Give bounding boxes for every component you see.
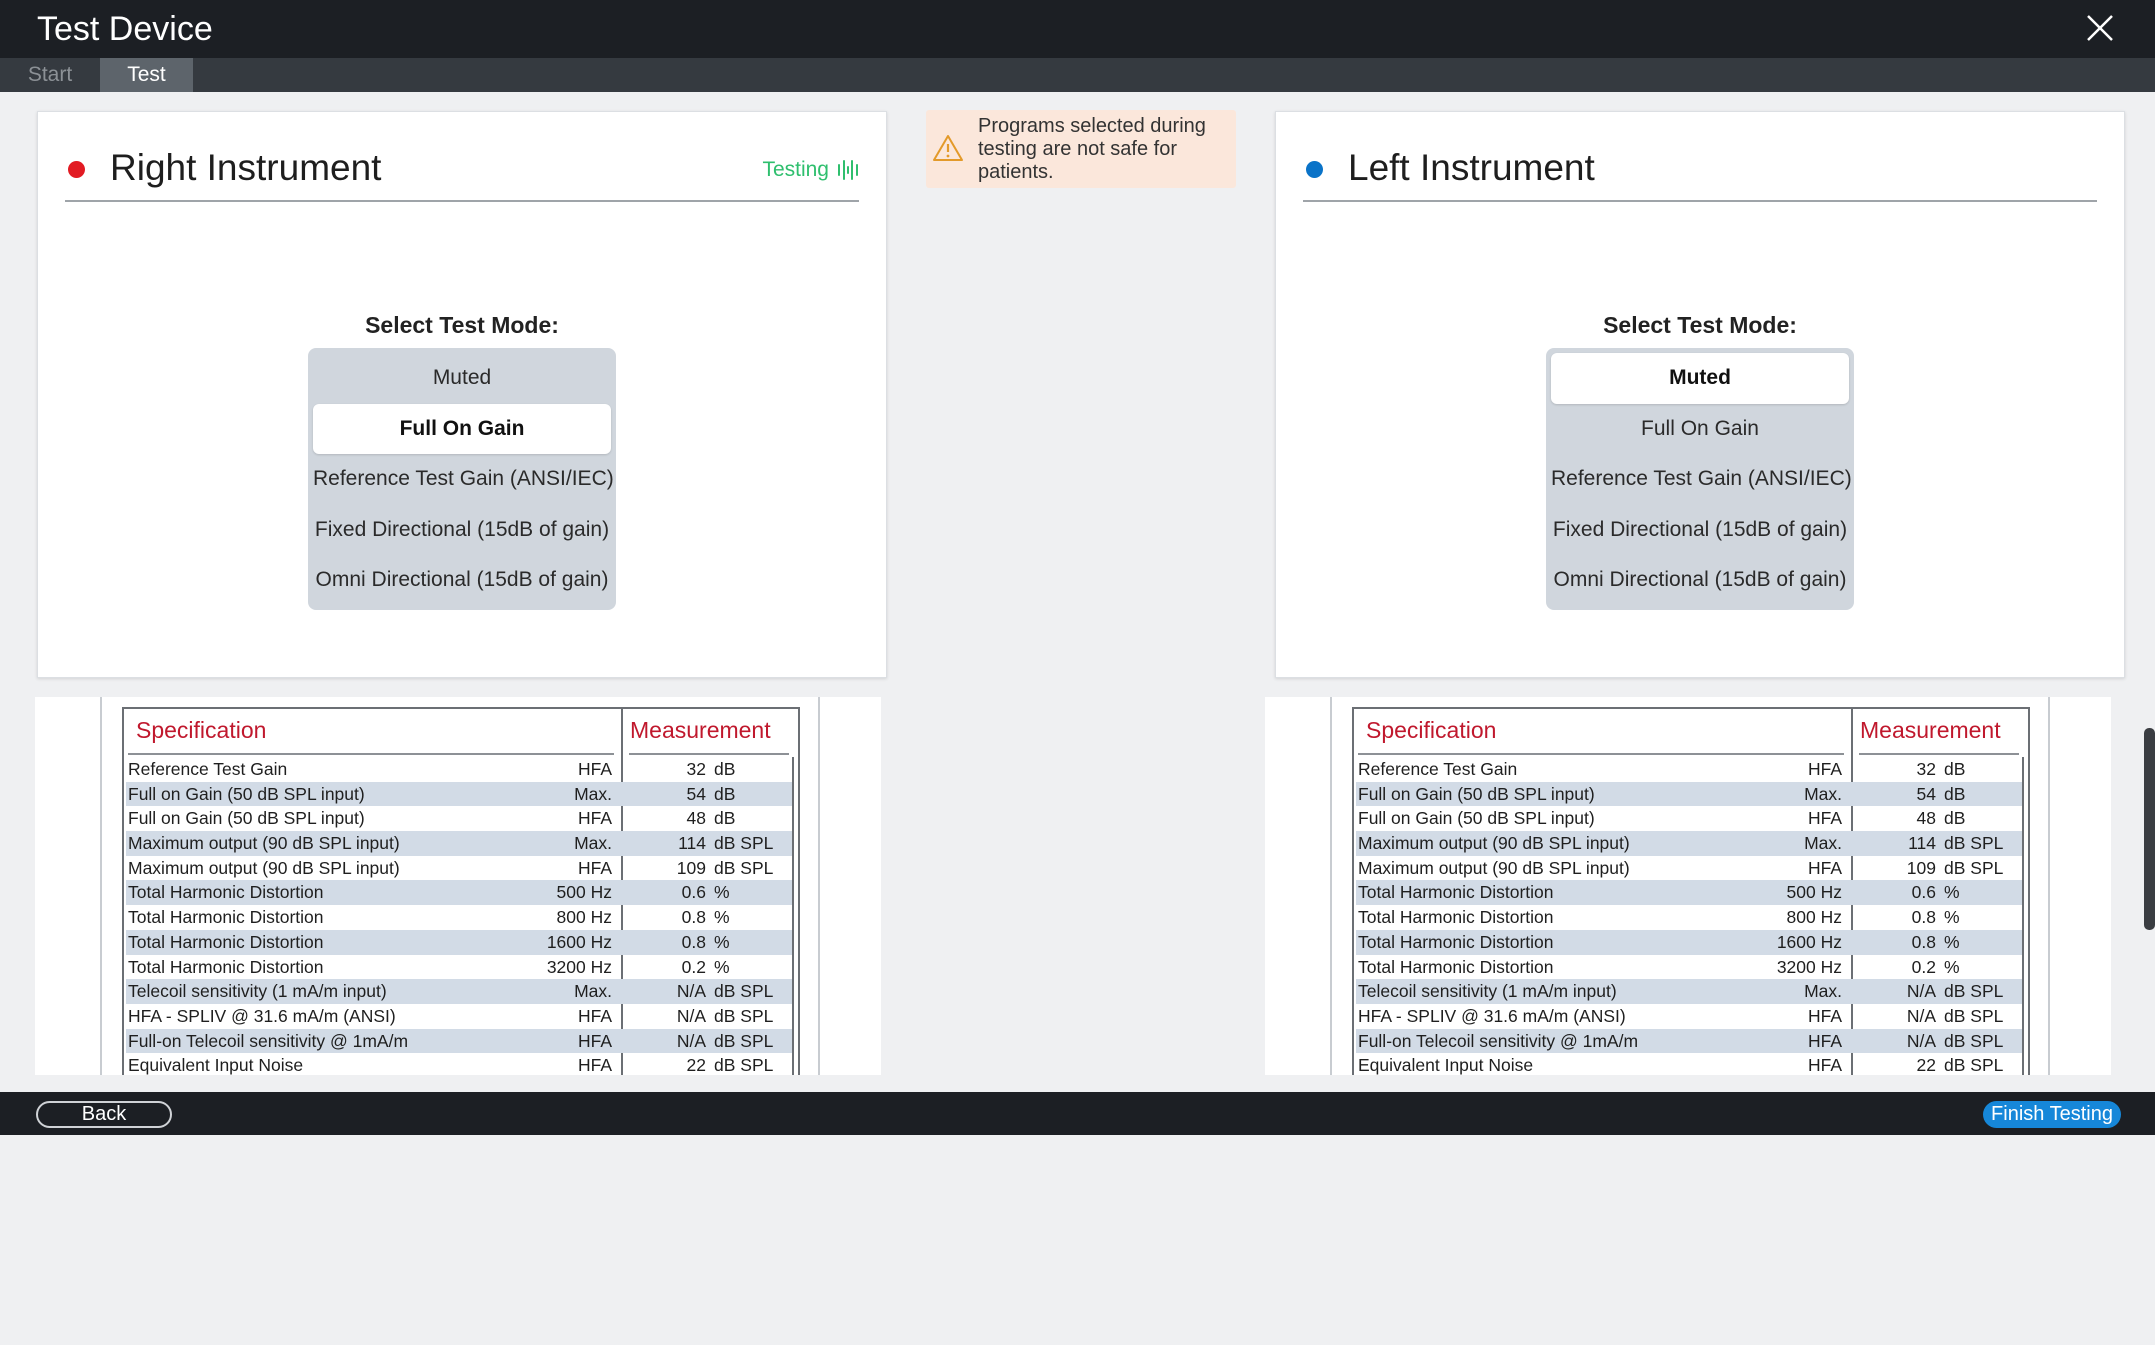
spec-value: 22: [686, 1055, 706, 1075]
table-row: [126, 880, 792, 905]
spec-value: 0.2: [1911, 956, 1936, 977]
spec-unit: dB: [714, 783, 736, 804]
spec-value: 22: [1916, 1055, 1936, 1075]
spec-condition: 500 Hz: [1786, 882, 1842, 903]
spec-condition: 800 Hz: [1786, 907, 1842, 928]
table-row: [126, 806, 792, 831]
spec-name: Maximum output (90 dB SPL input): [128, 833, 400, 854]
warning-triangle-icon: [932, 134, 964, 162]
spec-unit: dB SPL: [1944, 1055, 2004, 1075]
table-row: [126, 782, 792, 807]
spec-name: Total Harmonic Distortion: [128, 882, 324, 903]
spec-condition: Max.: [574, 833, 612, 854]
spec-value: 54: [686, 783, 706, 804]
spec-unit: dB: [1944, 759, 1966, 779]
spec-condition: Max.: [1804, 833, 1842, 854]
spec-value: 0.8: [681, 931, 706, 952]
table-row: [1356, 856, 2022, 881]
spec-value: 48: [1916, 808, 1936, 829]
spec-unit: %: [1944, 882, 1960, 903]
table-row: [1356, 1029, 2022, 1054]
right-mode-label: Select Test Mode:: [365, 312, 559, 338]
table-row: [126, 1053, 792, 1075]
right-instrument-card: [37, 111, 887, 678]
spec-name: Total Harmonic Distortion: [128, 931, 324, 952]
spec-name: Total Harmonic Distortion: [1358, 956, 1554, 977]
spec-name: Total Harmonic Distortion: [1358, 907, 1554, 928]
spec-condition: 3200 Hz: [546, 956, 612, 977]
spec-name: HFA - SPLIV @ 31.6 mA/m (ANSI): [1358, 1005, 1626, 1026]
table-row: [126, 1004, 792, 1029]
spec-value: N/A: [676, 1005, 706, 1026]
spec-value: 114: [1908, 833, 1936, 854]
spec-unit: dB SPL: [714, 1005, 774, 1026]
spec-header-specification: Specification: [136, 717, 267, 743]
header-underline: [1358, 753, 1844, 755]
spec-unit: dB: [1944, 808, 1966, 829]
table-row: [1356, 806, 2022, 831]
spec-value: 54: [1916, 783, 1936, 804]
table-row: [1356, 782, 2022, 807]
spec-unit: dB SPL: [1944, 1030, 2004, 1051]
left-instrument-header: [1303, 134, 2097, 202]
spec-condition: HFA: [1807, 857, 1842, 878]
spec-value: 48: [686, 808, 706, 829]
spec-condition: 1600 Hz: [546, 931, 612, 952]
table-row: [1356, 930, 2022, 955]
spec-name: Telecoil sensitivity (1 mA/m input): [128, 981, 387, 1002]
table-row: [126, 831, 792, 856]
header-underline: [1859, 753, 2019, 755]
table-row: [126, 757, 792, 782]
table-row: [126, 1029, 792, 1054]
sound-wave-icon: [837, 160, 859, 180]
spec-unit: dB SPL: [1944, 857, 2004, 878]
finish-testing-button[interactable]: Finish Testing: [1983, 1101, 2121, 1128]
spec-condition: HFA: [1807, 759, 1842, 779]
header-underline: [128, 753, 614, 755]
close-icon[interactable]: [2085, 13, 2115, 43]
spec-unit: dB SPL: [1944, 833, 2004, 854]
title-bar: [0, 0, 2155, 58]
tab-test[interactable]: Test: [100, 58, 193, 92]
right-mode-full-on-gain[interactable]: Full On Gain: [313, 404, 611, 455]
spec-unit: %: [1944, 956, 1960, 977]
table-row: [126, 930, 792, 955]
tab-start[interactable]: Start: [27, 63, 73, 86]
spec-name: Maximum output (90 dB SPL input): [1358, 833, 1630, 854]
spec-condition: HFA: [577, 1005, 612, 1026]
table-row: [1356, 979, 2022, 1004]
right-mode-muted[interactable]: Muted: [432, 366, 492, 389]
spec-unit: dB: [714, 759, 736, 779]
spec-condition: 3200 Hz: [1776, 956, 1842, 977]
spec-condition: HFA: [577, 1055, 612, 1075]
spec-name: Full-on Telecoil sensitivity @ 1mA/m: [1358, 1030, 1639, 1051]
spec-value: 0.6: [681, 882, 706, 903]
spec-unit: dB SPL: [714, 981, 774, 1002]
spec-name: Maximum output (90 dB SPL input): [128, 857, 400, 878]
spec-condition: HFA: [577, 759, 612, 779]
right-spec-rows: [126, 757, 794, 1075]
left-spec-table: [1352, 707, 2030, 1075]
spec-value: 32: [1916, 759, 1936, 779]
back-button[interactable]: Back: [36, 1101, 172, 1128]
spec-condition: HFA: [1807, 1055, 1842, 1075]
spec-condition: HFA: [1807, 1005, 1842, 1026]
spec-header-specification: Specification: [1366, 717, 1497, 743]
spec-unit: dB: [1944, 783, 1966, 804]
spec-value: N/A: [1906, 981, 1936, 1002]
left-instrument-title: Left Instrument: [1348, 147, 1595, 188]
spec-name: HFA - SPLIV @ 31.6 mA/m (ANSI): [128, 1005, 396, 1026]
left-mode-label: Select Test Mode:: [1603, 312, 1797, 338]
spec-name: Equivalent Input Noise: [128, 1055, 304, 1075]
spec-unit: dB: [714, 808, 736, 829]
spec-condition: Max.: [1804, 981, 1842, 1002]
spec-unit: dB SPL: [714, 857, 774, 878]
table-row: [1356, 1053, 2022, 1075]
left-mode-fixed-directional[interactable]: Fixed Directional (15dB of gain): [1552, 517, 1848, 541]
spec-unit: dB SPL: [1944, 1005, 2004, 1026]
vertical-scrollbar[interactable]: [2144, 728, 2155, 930]
spec-value: 0.6: [1911, 882, 1936, 903]
left-mode-full-on-gain[interactable]: Full On Gain: [1641, 416, 1759, 440]
spec-unit: dB SPL: [1944, 981, 2004, 1002]
spec-condition: Max.: [574, 783, 612, 804]
right-spec-page: [100, 697, 820, 1075]
spec-unit: dB SPL: [714, 833, 774, 854]
spec-value: N/A: [1906, 1030, 1936, 1051]
table-row: [1356, 880, 2022, 905]
spec-unit: dB SPL: [714, 1030, 774, 1051]
spec-condition: HFA: [577, 857, 612, 878]
table-row: [1356, 1004, 2022, 1029]
spec-name: Full on Gain (50 dB SPL input): [128, 808, 365, 829]
warning-text: Programs selected during testing are not safe for patients.: [978, 115, 1206, 183]
warning-banner: [926, 110, 1236, 188]
right-mode-omni-directional[interactable]: Omni Directional (15dB of gain): [315, 568, 609, 591]
spec-condition: 1600 Hz: [1776, 931, 1842, 952]
tab-bar: [0, 58, 2155, 92]
spec-condition: 800 Hz: [556, 907, 612, 928]
testing-status-label: Testing: [762, 158, 829, 181]
spec-value: 114: [678, 833, 706, 854]
spec-value: 32: [686, 759, 706, 779]
testing-status: [762, 158, 859, 182]
left-side-indicator-icon: [1306, 161, 1323, 178]
right-instrument-title: Right Instrument: [110, 147, 382, 188]
spec-name: Full on Gain (50 dB SPL input): [1358, 808, 1595, 829]
spec-unit: %: [714, 931, 730, 952]
right-mode-fixed-directional[interactable]: Fixed Directional (15dB of gain): [314, 517, 610, 541]
spec-value: 0.8: [681, 907, 706, 928]
spec-unit: dB SPL: [714, 1055, 774, 1075]
table-row: [126, 856, 792, 881]
table-row: [126, 905, 792, 930]
right-spec-sheet: [35, 697, 881, 1075]
spec-value: N/A: [1906, 1005, 1936, 1026]
spec-unit: %: [714, 907, 730, 928]
left-spec-rows: [1356, 757, 2024, 1075]
spec-condition: HFA: [1807, 1030, 1842, 1051]
table-row: [1356, 757, 2022, 782]
spec-condition: Max.: [1804, 783, 1842, 804]
spec-name: Full-on Telecoil sensitivity @ 1mA/m: [128, 1030, 409, 1051]
window-title: Test Device: [37, 10, 213, 48]
table-row: [1356, 955, 2022, 980]
left-spec-page: [1330, 697, 2050, 1075]
table-row: [126, 979, 792, 1004]
left-test-mode-selector: [1546, 348, 1854, 610]
spec-name: Reference Test Gain: [1358, 759, 1518, 779]
table-row: [1356, 831, 2022, 856]
spec-condition: Max.: [574, 981, 612, 1002]
spec-unit: %: [714, 882, 730, 903]
spec-value: 109: [676, 857, 706, 878]
spec-name: Total Harmonic Distortion: [128, 907, 324, 928]
spec-condition: HFA: [1807, 808, 1842, 829]
spec-value: 109: [1906, 857, 1936, 878]
spec-unit: %: [1944, 931, 1960, 952]
spec-value: N/A: [676, 981, 706, 1002]
left-instrument-card: [1275, 111, 2125, 678]
spec-value: 0.8: [1911, 907, 1936, 928]
footer-bar: [0, 1092, 2155, 1135]
left-spec-header: [1354, 709, 2028, 755]
spec-name: Reference Test Gain: [128, 759, 288, 779]
left-mode-muted[interactable]: Muted: [1551, 353, 1849, 404]
spec-name: Maximum output (90 dB SPL input): [1358, 857, 1630, 878]
spec-name: Total Harmonic Distortion: [1358, 882, 1554, 903]
spec-name: Equivalent Input Noise: [1358, 1055, 1534, 1075]
spec-value: 0.8: [1911, 931, 1936, 952]
right-spec-table: [122, 707, 800, 1075]
spec-value: 0.2: [681, 956, 706, 977]
table-row: [126, 955, 792, 980]
spec-unit: %: [1944, 907, 1960, 928]
right-side-indicator-icon: [68, 161, 85, 178]
left-mode-reference-test-gain[interactable]: Reference Test Gain (ANSI/IEC): [1551, 467, 1852, 490]
left-spec-sheet: [1265, 697, 2111, 1075]
table-row: [1356, 905, 2022, 930]
spec-value: N/A: [676, 1030, 706, 1051]
left-mode-omni-directional[interactable]: Omni Directional (15dB of gain): [1553, 568, 1847, 591]
spec-header-measurement: Measurement: [1860, 717, 2001, 743]
spec-condition: 500 Hz: [556, 882, 612, 903]
spec-condition: HFA: [577, 808, 612, 829]
right-instrument-header: [65, 134, 859, 202]
spec-name: Full on Gain (50 dB SPL input): [1358, 783, 1595, 804]
spec-unit: %: [714, 956, 730, 977]
spec-name: Telecoil sensitivity (1 mA/m input): [1358, 981, 1617, 1002]
spec-name: Full on Gain (50 dB SPL input): [128, 783, 365, 804]
right-mode-reference-test-gain[interactable]: Reference Test Gain (ANSI/IEC): [313, 467, 614, 490]
right-test-mode-selector: [308, 348, 616, 610]
right-spec-header: [124, 709, 798, 755]
spec-condition: HFA: [577, 1030, 612, 1051]
spec-name: Total Harmonic Distortion: [1358, 931, 1554, 952]
spec-name: Total Harmonic Distortion: [128, 956, 324, 977]
header-underline: [629, 753, 789, 755]
spec-header-measurement: Measurement: [630, 717, 771, 743]
